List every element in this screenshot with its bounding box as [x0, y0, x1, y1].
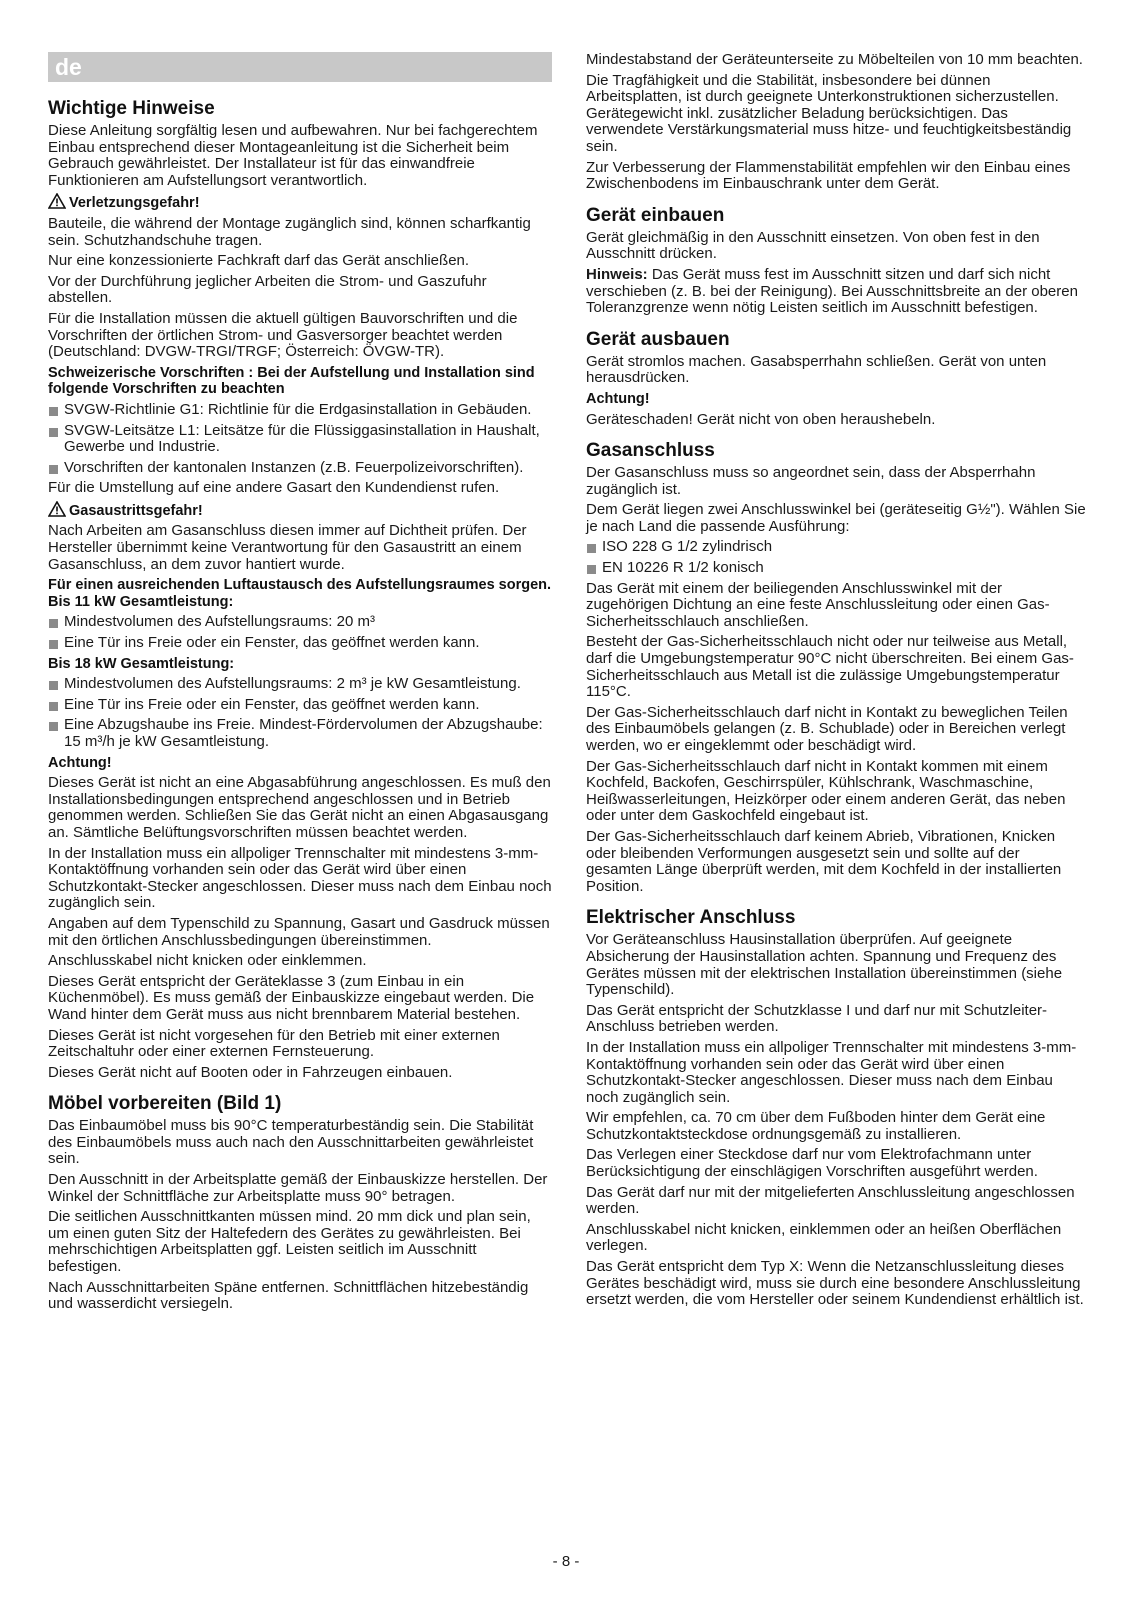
warning-triangle-icon — [48, 193, 66, 209]
subheading-schweiz: Schweizerische Vorschriften : Bei der Aufstellung und Installation sind folgende Vorschriften zu beachten — [48, 364, 535, 398]
paragraph-el6: Das Gerät darf nur mit der mitgelieferten Anschlussleitung angeschlossen werden. — [586, 1183, 1075, 1218]
list-item — [48, 697, 552, 714]
list-gas — [586, 539, 1086, 576]
list-item-text: SVGW-Richtlinie G1: Richtlinie für die Erdgasinstallation in Gebäuden. — [64, 400, 532, 418]
paragraph-bauteile: Bauteile, die während der Montage zugänglich sind, können scharfkantig sein. Schutzhandschuhe tragen. — [48, 214, 531, 249]
warning-triangle-icon — [48, 501, 66, 517]
square-bullet-icon — [587, 544, 596, 553]
paragraph-klasse3: Dieses Gerät entspricht der Geräteklasse 3 (zum Einbau in ein Küchenmöbel). Es muss gemäß der Einbauskizze eingebaut werden. Die Wand hinter dem Gerät muss aus nicht brennbarem Material bestehen. — [48, 972, 535, 1023]
language-label: de — [48, 52, 552, 82]
list-item-text: Eine Abzugshaube ins Freie. Mindest-Fördervolumen der Abzugshaube: 15 m³/h je kW Gesamtleistung. — [64, 716, 543, 750]
heading-moebel-vorbereiten: Möbel vorbereiten (Bild 1) — [48, 1093, 282, 1115]
square-bullet-icon — [49, 702, 58, 711]
list-item — [586, 539, 1086, 556]
subheading-18kw: Bis 18 kW Gesamtleistung: — [48, 655, 235, 672]
hinweis-label: Hinweis: — [586, 265, 648, 283]
paragraph-mindestabstand: Mindestabstand der Geräteunterseite zu Möbelteilen von 10 mm beachten. — [586, 51, 1083, 68]
paragraph-hinweis — [586, 267, 1086, 317]
paragraph-gas3: Das Gerät mit einem der beiliegenden Anschlusswinkel mit der zugehörigen Dichtung an eine feste Anschlussleitung oder einen Gas-Sicherheitsschlauch anschließen. — [586, 579, 1050, 630]
paragraph-booten: Dieses Gerät nicht auf Booten oder in Fahrzeugen einbauen. — [48, 1063, 453, 1081]
list-item-text: Mindestvolumen des Aufstellungsraums: 2 m³ je kW Gesamtleistung. — [64, 675, 521, 693]
paragraph-einbaumoebel: Das Einbaumöbel muss bis 90°C temperaturbeständig sein. Die Stabilität des Einbaumöbels muss auch nach den Ausschnittarbeiten gewährleistet sein. — [48, 1117, 534, 1168]
list-18kw — [48, 676, 552, 750]
list-item-text: Eine Tür ins Freie oder ein Fenster, das geöffnet werden kann. — [64, 634, 480, 652]
list-item-text: Eine Tür ins Freie oder ein Fenster, das geöffnet werden kann. — [64, 695, 480, 713]
warning-verletzung — [48, 193, 552, 212]
list-item-text: ISO 228 G 1/2 zylindrisch — [602, 538, 773, 556]
paragraph-gas4: Besteht der Gas-Sicherheitsschlauch nicht oder nur teilweise aus Metall, darf die Umgebungstemperatur 90°C nicht überschreiten. Bei einem Gas-Sicherheitsschlauch aus Metall ist die zulässige Umgebungstemperatur 115°C. — [586, 633, 1074, 701]
paragraph-el8: Das Gerät entspricht dem Typ X: Wenn die Netzanschlussleitung dieses Gerätes beschädigt wird, muss sie durch eine besondere Anschlussleitung ersetzt werden, die vom Hersteller oder seinem Kundendienst erhältlich ist. — [586, 1258, 1084, 1309]
list-item-text: Vorschriften der kantonalen Instanzen (z.B. Feuerpolizeivorschriften). — [64, 458, 524, 476]
paragraph-umstellung: Für die Umstellung auf eine andere Gasart den Kundendienst rufen. — [48, 479, 500, 497]
heading-elektrischer-anschluss: Elektrischer Anschluss — [586, 907, 796, 929]
heading-wichtige-hinweise: Wichtige Hinweise — [48, 98, 215, 119]
heading-gasanschluss: Gasanschluss — [586, 440, 715, 462]
paragraph-zeitschaltuhr: Dieses Gerät ist nicht vorgesehen für den Betrieb mit einer externen Zeitschaltuhr oder einer externen Fernsteuerung. — [48, 1026, 500, 1061]
paragraph-intro: Diese Anleitung sorgfältig lesen und aufbewahren. Nur bei fachgerechtem Einbau entsprechend dieser Montageanleitung ist die Sicherheit beim Gebrauch gewährleistet. Der Installateur ist für das einwandfreie Funktionieren am Aufstellungsort verantwortlich. — [48, 122, 538, 189]
square-bullet-icon — [587, 565, 596, 574]
paragraph-el4: Wir empfehlen, ca. 70 cm über dem Fußboden hinter dem Gerät eine Schutzkontaktsteckdose ordnungsgemäß zu installieren. — [586, 1109, 1046, 1143]
paragraph-ausschnitt: Den Ausschnitt in der Arbeitsplatte gemäß der Einbauskizze herstellen. Der Winkel der Schnittfläche zur Arbeitsplatte muss 90° betragen. — [48, 1171, 548, 1205]
warning-verletzung-text: Verletzungsgefahr! — [69, 195, 200, 212]
paragraph-installation: Für die Installation müssen die aktuell gültigen Bauvorschriften und die Vorschriften der örtlichen Strom- und Gasversorger beachtet werden (Deutschland: DVGW-TRGI/TRGF; Österreich: ÖVGW-TR). — [48, 309, 518, 361]
paragraph-abgas: Dieses Gerät ist nicht an eine Abgasabführung angeschlossen. Es muß den Installationsbedingungen entsprechend angeschlossen und in Betrieb genommen werden. Schließen Sie das Gerät nicht an einen Abgasausgang an. Sämtliche Belüftungsvorschriften müssen beachtet werden. — [48, 774, 551, 841]
square-bullet-icon — [49, 428, 58, 437]
warning-gasaustritt — [48, 501, 552, 520]
subheading-achtung: Achtung! — [48, 754, 112, 771]
paragraph-durchfuehrung: Vor der Durchführung jeglicher Arbeiten die Strom- und Gaszufuhr abstellen. — [48, 272, 487, 307]
page-number: - 8 - — [552, 1553, 580, 1570]
left-column — [48, 52, 552, 1317]
paragraph-typenschild: Angaben auf dem Typenschild zu Spannung, Gasart und Gasdruck müssen mit den örtlichen Anschlussbedingungen übereinstimmen. — [48, 914, 550, 949]
paragraph-flammen: Zur Verbesserung der Flammenstabilität empfehlen wir den Einbau eines Zwischenbodens im Einbauschrank unter dem Gerät. — [586, 158, 1071, 193]
heading-geraet-ausbauen: Gerät ausbauen — [586, 328, 730, 350]
paragraph-el7: Anschlusskabel nicht knicken, einklemmen oder an heißen Oberflächen verlegen. — [586, 1220, 1062, 1255]
list-item — [48, 402, 552, 419]
paragraph-el1: Vor Geräteanschluss Hausinstallation überprüfen. Auf geeignete Absicherung der Hausinstallation achten. Spannung und Frequenz des Gerätes müssen mit der elektrischen Installation übereinstimmen (siehe Typenschild). — [586, 931, 1063, 999]
paragraph-gas5: Der Gas-Sicherheitsschlauch darf nicht in Kontakt zu beweglichen Teilen des Einbaumöbels gelangen (z. B. Schublade) oder in Bereichen verlegt werden, wo er eingeklemmt oder beschädigt wird. — [586, 703, 1068, 754]
paragraph-stromlos: Gerät stromlos machen. Gasabsperrhahn schließen. Gerät von unten herausdrücken. — [586, 352, 1047, 387]
square-bullet-icon — [49, 681, 58, 690]
paragraph-gas6: Der Gas-Sicherheitsschlauch darf nicht in Kontakt kommen mit einem Kochfeld, Backofen, Geschirrspüler, Kühlschrank, Waschmaschine, Heißwasserleitungen, Heizkörper oder einem anderen Gerät, das neben oder unter dem Gaskochfeld eingebaut ist. — [586, 757, 1066, 825]
subheading-luftaustausch: Für einen ausreichenden Luftaustausch des Aufstellungsraumes sorgen. Bis 11 kW Gesamtleistung: — [48, 577, 552, 610]
square-bullet-icon — [49, 465, 58, 474]
list-item — [48, 717, 552, 750]
list-11kw — [48, 614, 552, 651]
square-bullet-icon — [49, 407, 58, 416]
subheading-achtung-right: Achtung! — [586, 390, 650, 407]
paragraph-fachkraft: Nur eine konzessionierte Fachkraft darf das Gerät anschließen. — [48, 252, 470, 270]
list-item-text: Mindestvolumen des Aufstellungsraums: 20 m³ — [64, 613, 375, 631]
warning-gasaustritt-text: Gasaustrittsgefahr! — [69, 502, 203, 519]
right-column — [586, 52, 1086, 1313]
paragraph-gasarbeiten: Nach Arbeiten am Gasanschluss diesen immer auf Dichtheit prüfen. Der Hersteller übernimmt keine Verantwortung für den Gasaustritt an einem Gasanschluss, an dem zuvor hantiert wurde. — [48, 522, 527, 573]
hinweis-text: Das Gerät muss fest im Ausschnitt sitzen und darf sich nicht verschieben (z. B. bei der Reinigung). Bei Ausschnittsbreite an der oberen Toleranzgrenze wenn nötig Leisten seitlich im Ausschnitt befestigen. — [586, 265, 1078, 317]
heading-geraet-einbauen: Gerät einbauen — [586, 204, 725, 226]
paragraph-tragfaehigkeit: Die Tragfähigkeit und die Stabilität, insbesondere bei dünnen Arbeitsplatten, ist durch geeignete Unterkonstruktionen sicherzustellen. Gerätegewicht inkl. zusätzlicher Beladung berücksichtigen. Das verwendete Verstärkungsmaterial muss hitze- und feuchtigkeitsbeständig sein. — [586, 71, 1072, 155]
square-bullet-icon — [49, 619, 58, 628]
list-item — [48, 676, 552, 693]
paragraph-kabel: Anschlusskabel nicht knicken oder einklemmen. — [48, 952, 367, 970]
list-item — [586, 560, 1086, 577]
paragraph-trennschalter: In der Installation muss ein allpoliger Trennschalter mit mindestens 3-mm-Kontaktöffnung vorhanden sein oder das Gerät wird über einen Schutzkontakt-Stecker angeschlossen. Dieser muss nach dem Einbau noch zugänglich sein. — [48, 844, 552, 912]
list-item — [48, 635, 552, 652]
list-item-text: SVGW-Leitsätze L1: Leitsätze für die Flüssiggasinstallation in Haushalt, Gewerbe und Industrie. — [64, 421, 540, 456]
paragraph-gas2: Dem Gerät liegen zwei Anschlusswinkel bei (geräteseitig G½"). Wählen Sie je nach Land die passende Ausführung: — [586, 501, 1086, 535]
paragraph-el2: Das Gerät entspricht der Schutzklasse I und darf nur mit Schutzleiter-Anschluss betrieben werden. — [586, 1001, 1048, 1036]
paragraph-spaene: Nach Ausschnittarbeiten Späne entfernen. Schnittflächen hitzebeständig und wasserdicht versiegeln. — [48, 1278, 529, 1313]
list-item-text: EN 10226 R 1/2 konisch — [602, 559, 764, 577]
list-schweiz — [48, 402, 552, 476]
paragraph-einsetzen: Gerät gleichmäßig in den Ausschnitt einsetzen. Von oben fest in den Ausschnitt drücken. — [586, 228, 1040, 263]
list-item — [48, 460, 552, 477]
paragraph-el5: Das Verlegen einer Steckdose darf nur vom Elektrofachmann unter Berücksichtigung der einschlägigen Vorschriften ausgeführt werden. — [586, 1146, 1038, 1181]
square-bullet-icon — [49, 640, 58, 649]
square-bullet-icon — [49, 722, 58, 731]
paragraph-gas1: Der Gasanschluss muss so angeordnet sein, dass der Absperrhahn zugänglich ist. — [586, 464, 1036, 498]
list-item — [48, 423, 552, 456]
paragraph-kanten: Die seitlichen Ausschnittkanten müssen mind. 20 mm dick und plan sein, um einen guten Sitz der Haltefedern des Gerätes zu gewährleisten. Bei mehrschichtigen Arbeitsplatten ggf. Leisten seitlich im Ausschnitt befestigen. — [48, 1208, 531, 1276]
paragraph-gas7: Der Gas-Sicherheitsschlauch darf keinem Abrieb, Vibrationen, Knicken oder bleibenden Verformungen ausgesetzt sein und sollte auf der gesamten Länge überprüft werden, mit dem Kochfeld in der installierten Position. — [586, 827, 1062, 895]
list-item — [48, 614, 552, 631]
paragraph-el3: In der Installation muss ein allpoliger Trennschalter mit mindestens 3-mm-Kontaktöffnung vorhanden sein oder das Gerät wird über einen Schutzkontakt-Stecker angeschlossen. Dieser muss nach dem Einbau noch zugänglich sein. — [586, 1038, 1077, 1106]
paragraph-geraeteschaden: Geräteschaden! Gerät nicht von oben heraushebeln. — [586, 410, 936, 428]
